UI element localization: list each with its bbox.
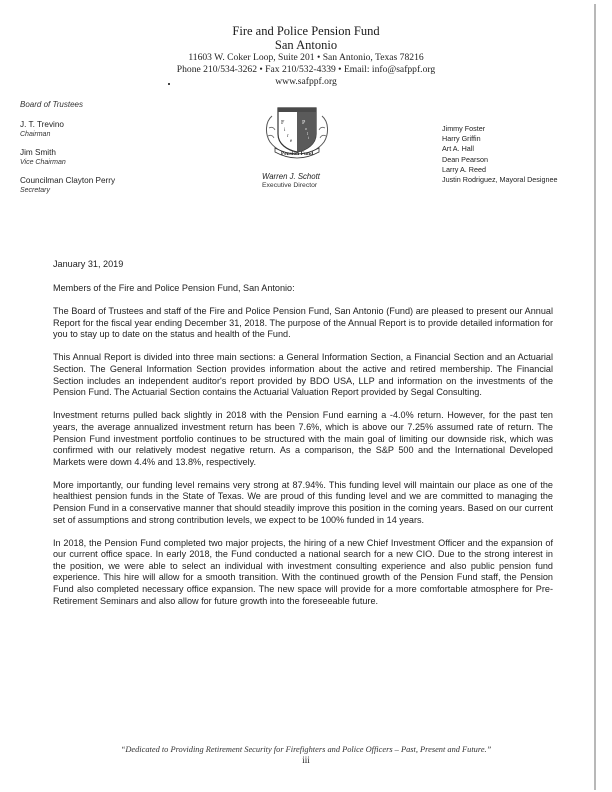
footer-motto: “Dedicated to Providing Retirement Security for Firefighters and Police Officers – Past, Present and Future.”	[120, 745, 492, 754]
board-member: Larry A. Reed	[442, 164, 486, 174]
board-of-trustees	[20, 100, 220, 204]
letter-paragraph: This Annual Report is divided into three main sections: a General Information Section, a Financial Section and an Actuarial Section. The General Information Section provides information about the active and retired membership. The Financial Section includes an independent auditor's report provided by BDO USA, LLP and information on the investments of the Pension Fund. The Actuarial Section contains the Actuarial Valuation Report provided by Segal Consulting.	[53, 352, 553, 398]
scan-speck	[168, 83, 170, 85]
board-member: Jimmy Foster	[442, 124, 486, 133]
svg-text:i: i	[308, 135, 310, 140]
letter-paragraph: More importantly, our funding level remains very strong at 87.94%. This funding level will maintain our place as one of the healthiest pension funds in the State of Texas. We are proud of this funding level and we are committed to managing the Pension Fund in a conservative manner that should steadily improve this position in the coming years. Based on our current set of assumptions and strong contribution levels, we expect to be 100% funded in 14 years.	[53, 479, 553, 525]
board-members-list	[442, 124, 557, 185]
letter-paragraph: The Board of Trustees and staff of the Fire and Police Pension Fund, San Antonio (Fund) are pleased to present our Annual Report for the fiscal year ending December 31, 2018. The purpose of the Annual Report is to provide detailed information for you to stay up to date on the status and health of the Fund.	[53, 306, 553, 340]
organization-address: 11603 W. Coker Loop, Suite 201 • San Antonio, Texas 78216	[188, 52, 424, 63]
organization-name: Fire and Police Pension Fund	[232, 24, 380, 38]
board-member: Dean Pearson	[442, 154, 488, 164]
letter-paragraph: In 2018, the Pension Fund completed two major projects, the hiring of a new Chief Investment Officer and the expansion of our current office space. In early 2018, the Fund conducted a national search for a new CIO. Due to the strong interest in the position, we were able to select an individual with investment consulting experience and also public pension fund experience. This hire will allow for a smooth transition. With the continued growth of the Pension Fund staff, the Pension Fund also completed necessary office expansion. The new space will provide for a more comfortable atmosphere for Pre-Retirement Seminars and also allow for future growth into the foreseeable future.	[53, 537, 553, 606]
page-footer	[0, 744, 612, 766]
board-title: Board of Trustees	[20, 100, 83, 109]
letter-paragraph: Investment returns pulled back slightly in 2018 with the Pension Fund earning a -4.0% return. However, for the past ten years, the average annualized investment return has been 7.6%, which is above our 7.25% assumed rate of return. The Pension Fund investment portfolio continues to be structured with the main goal of limiting our downside risk, which was confirmed with our relatively modest negative return. As a comparison, the S&P 500 and the International Developed Markets were down 4.4% and 13.8%, respectively.	[53, 410, 553, 467]
organization-contact: Phone 210/534-3262 • Fax 210/532-4339 • Email: info@safppf.org	[176, 64, 436, 75]
board-member: Justin Rodriguez, Mayoral Designee	[442, 175, 558, 185]
executive-director	[262, 172, 320, 190]
trustee-name: J. T. Trevino	[20, 120, 64, 129]
svg-text:F: F	[281, 120, 285, 126]
trustee-officer	[20, 176, 220, 195]
svg-text:Pension Fund: Pension Fund	[280, 151, 314, 157]
trustee-role: Vice Chairman	[20, 159, 66, 166]
svg-text:l: l	[307, 131, 309, 136]
letter-body	[53, 259, 553, 619]
director-title: Executive Director	[262, 182, 318, 189]
letter-salutation: Members of the Fire and Police Pension Fund, San Antonio:	[53, 282, 295, 293]
board-member: Art A. Hall	[442, 144, 474, 154]
svg-text:P: P	[302, 120, 306, 126]
pension-fund-logo-icon	[263, 104, 331, 160]
director-name: Warren J. Schott	[262, 172, 320, 181]
trustee-name: Jim Smith	[20, 148, 56, 157]
trustee-role: Chairman	[20, 131, 51, 138]
board-member: Harry Griffin	[442, 134, 481, 144]
svg-text:r: r	[287, 134, 289, 139]
organization-city: San Antonio	[274, 38, 338, 52]
letterhead	[0, 24, 612, 88]
trustee-officer	[20, 120, 220, 139]
trustee-officer	[20, 148, 220, 167]
svg-text:i: i	[284, 128, 286, 133]
scan-page-edge-line	[594, 4, 596, 790]
trustee-role: Secretary	[20, 187, 50, 194]
svg-text:o: o	[305, 126, 307, 131]
page-number: iii	[302, 755, 310, 765]
organization-website: www.safppf.org	[275, 76, 337, 87]
svg-text:e: e	[290, 139, 293, 144]
trustee-name: Councilman Clayton Perry	[20, 176, 116, 185]
letter-date: January 31, 2019	[53, 259, 124, 269]
